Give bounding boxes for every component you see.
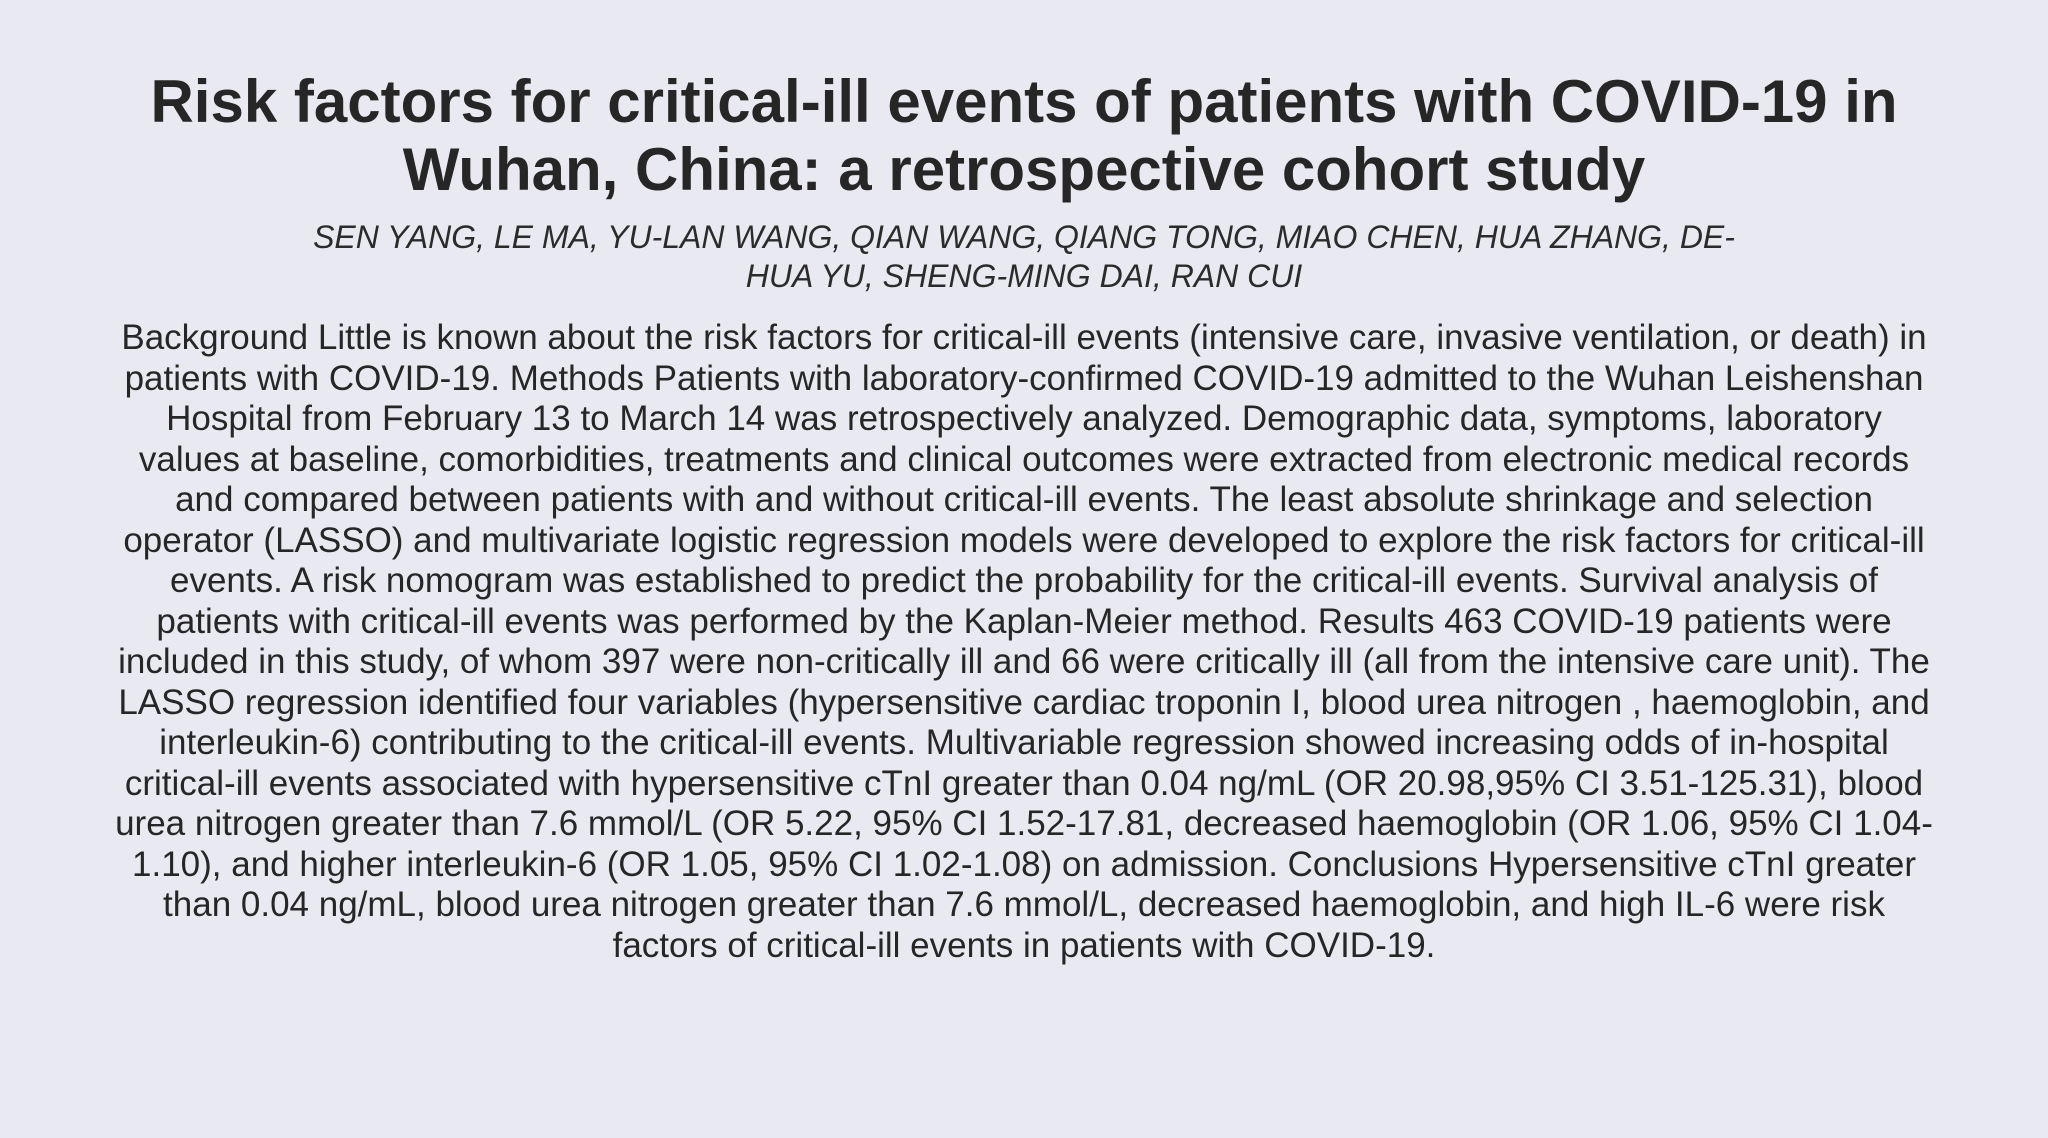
paper-authors: SEN YANG, LE MA, YU-LAN WANG, QIAN WANG, QIANG TONG, MIAO CHEN, HUA ZHANG, DE-HUA YU, SHENG-MING DAI, RAN CUI	[313, 219, 1735, 294]
paper-abstract: Background Little is known about the risk factors for critical-ill events (intensive care, invasive ventilation, or death) in patients with COVID-19. Methods Patients with laboratory-confirmed COVID-19 admitted to the Wuhan Leishenshan Hospital from February 13 to March 14 was retrospectively analyzed. Demographic data, symptoms, laboratory values at baseline, comorbidities, treatments and clinical outcomes were extracted from electronic medical records and compared between patients with and without critical-ill events. The least absolute shrinkage and selection operator (LASSO) and multivariate logistic regression models were developed to explore the risk factors for critical-ill events. A risk nomogram was established to predict the probability for the critical-ill events. Survival analysis of patients with critical-ill events was performed by the Kaplan-Meier method. Results 463 COVID-19 patients were included in this study, of whom 397 were non-critically ill and 66 were critically ill (all from the intensive care unit). The LASSO regression identified four variables (hypersensitive cardiac troponin I, blood urea nitrogen , haemoglobin, and interleukin-6) contributing to the critical-ill events. Multivariable regression showed increasing odds of in-hospital critical-ill events associated with hypersensitive cTnI greater than 0.04 ng/mL (OR 20.98,95% CI 3.51-125.31), blood urea nitrogen greater than 7.6 mmol/L (OR 5.22, 95% CI 1.52-17.81, decreased haemoglobin (OR 1.06, 95% CI 1.04-1.10), and higher interleukin-6 (OR 1.05, 95% CI 1.02-1.08) on admission. Conclusions Hypersensitive cTnI greater than 0.04 ng/mL, blood urea nitrogen greater than 7.6 mmol/L, decreased haemoglobin, and high IL-6 were risk factors of critical-ill events in patients with COVID-19.	[115, 318, 1933, 965]
paper-title: Risk factors for critical-ill events of patients with COVID-19 in Wuhan, China: a retrospective cohort study	[150, 68, 1898, 203]
